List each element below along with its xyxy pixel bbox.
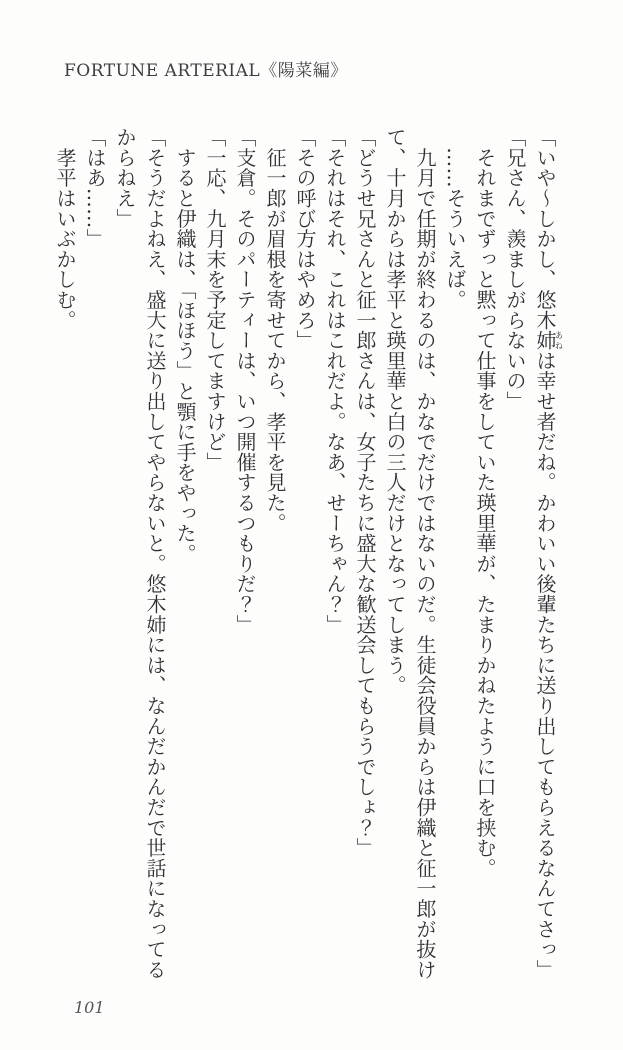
text-segment: 「いや〜しかし、悠木	[533, 127, 557, 330]
text-segment: 「支倉。そのパーティーは、いつ開催するつもりだ？」	[233, 127, 257, 635]
text-line	[440, 127, 470, 983]
text-segment: は幸せ者だね。かわいい後輩たちに送り出してもらえるなんてさっ」	[533, 350, 557, 980]
text-segment: 「その呼び方はやめろ」	[293, 127, 317, 351]
text-segment: ……そういえば。	[443, 127, 467, 310]
page-number: 101	[74, 998, 105, 1017]
text-line	[230, 127, 260, 983]
text-line	[110, 127, 140, 983]
text-segment: 「はあ……」	[83, 127, 107, 249]
text-segment: 「兄さん、羨ましがらないの」	[503, 127, 527, 412]
text-line	[170, 127, 200, 983]
text-segment: て、十月からは孝平と瑛里華と白の三人だけとなってしまう。	[383, 127, 407, 696]
text-line	[530, 127, 563, 983]
text-segment: 孝平はいぶかしむ。	[53, 127, 77, 330]
text-segment: 「一応、九月末を予定してますけど」	[203, 127, 227, 473]
text-segment: それまでずっと黙って仕事をしていた瑛里華が、たまりかねたように口を挟む。	[473, 127, 497, 879]
text-line	[350, 127, 380, 983]
text-segment: からねえ」	[113, 127, 137, 229]
text-line	[470, 127, 500, 983]
text-line	[290, 127, 320, 983]
text-line	[320, 127, 350, 983]
text-line	[500, 127, 530, 983]
text-line	[50, 127, 80, 983]
text-line	[200, 127, 230, 983]
text-body	[50, 127, 563, 983]
text-line	[410, 127, 440, 983]
text-line	[140, 127, 170, 983]
text-line	[80, 127, 110, 983]
text-segment: 九月で任期が終わるのは、かなでだけではないのだ。生徒会役員からは伊織と征一郎が抜け	[413, 127, 437, 980]
text-segment: 「それはそれ、これはこれだよ。なあ、せーちゃん？」	[323, 127, 347, 635]
text-segment: 征一郎が眉根を寄せてから、孝平を見た。	[263, 127, 287, 533]
text-line	[380, 127, 410, 983]
text-segment: 「そうだよねえ、盛大に送り出してやらないと。悠木姉には、なんだかんだで世話になってる	[143, 127, 167, 980]
text-segment: すると伊織は、「ほほう」と顎に手をやった。	[173, 127, 197, 564]
ruby-annotated-word: 姉あね	[533, 330, 564, 351]
running-header: FORTUNE ARTERIAL《陽菜編》	[64, 61, 348, 81]
text-line	[260, 127, 290, 983]
text-segment: 「どうせ兄さんと征一郎さんは、女子たちに盛大な歓送会してもらうでしょ？」	[353, 127, 377, 858]
